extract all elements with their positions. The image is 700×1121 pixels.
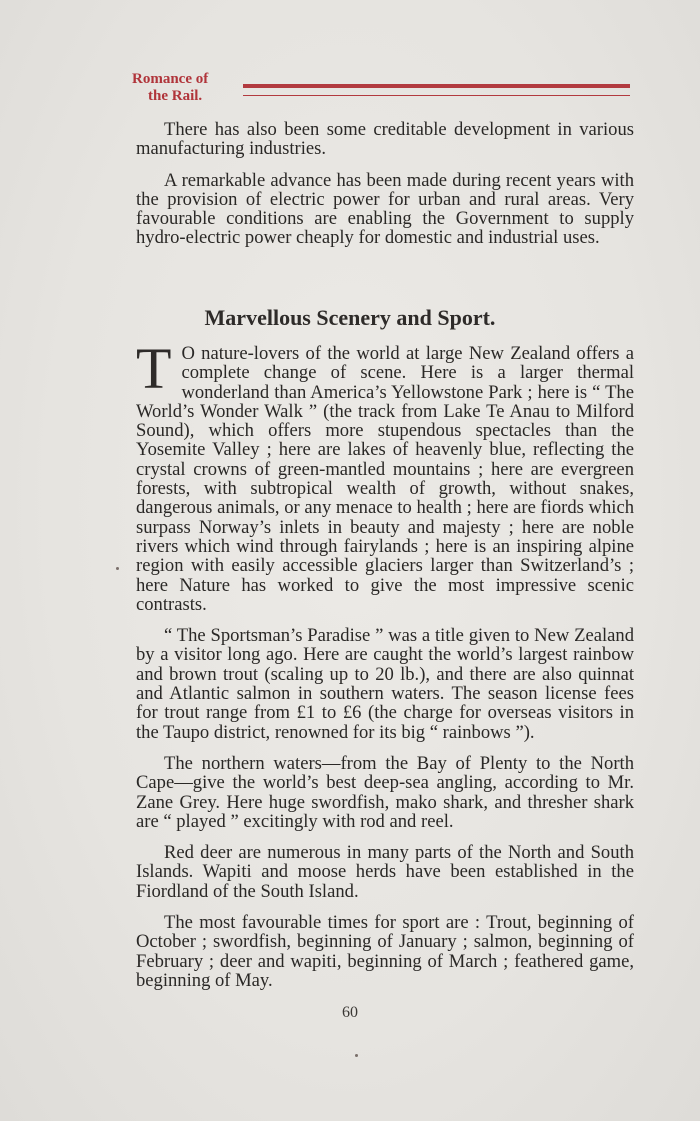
running-head-line1: Romance of [132,71,209,87]
section-paragraph-1-text: O nature-lovers of the world at large New Zealand offers a complete change of scene. Here is a larger thermal wonderland than America’s Yellowstone Park ; here is “ The World’s Wonder Walk ” (the track from Lake Te Anau to Milford Sound), which offers more stupendous spectacles than the Yosemite Valley ; here are lakes of heavenly blue, reflecting the crystal crowns of green-mantled mountains ; here are evergreen forests, with subtropical wealth of growth, without snakes, dangerous animals, or any menace to health ; here are fiords which surpass Norway’s inlets in beauty and majesty ; here are noble rivers which wind through fairylands ; here is an inspiring alpine region with easily accessible glaciers larger than Switzerland’s ; here Nature has worked to give the most impressive scenic contrasts. [136,343,634,615]
section-body [136,336,634,1002]
paper-speck [355,1054,358,1057]
running-head-line2: the Rail. [148,88,203,104]
page-number: 60 [342,1004,358,1021]
drop-cap: T [136,336,172,401]
header-rule-thick [243,84,630,88]
section-heading: Marvellous Scenery and Sport. [204,305,496,330]
running-head [132,71,208,105]
section-paragraph-1 [136,336,634,615]
section-paragraph-4: Red deer are numerous in many parts of the North and South Islands. Wapiti and moose herds have been established in the Fiordland of the South Island. [136,842,634,902]
paper-speck [116,567,119,570]
section-paragraph-3: The northern waters—from the Bay of Plenty to the North Cape—give the world’s best deep-sea angling, according to Mr. Zane Grey. Here huge swordfish, mako shark, and thresher shark are “ played ” excitingly with rod and reel. [136,752,634,832]
section-paragraph-2: “ The Sportsman’s Paradise ” was a title given to New Zealand by a visitor long ago. Here are caught the world’s largest rainbow and brown trout (scaling up to 20 lb.), and there are also quinnat and Atlantic salmon in southern waters. The season license fees for trout range from £1 to £6 (the charge for overseas visitors in the Taupo district, renowned for its big “ rainbows ”). [136,625,634,743]
intro-text [136,120,634,260]
intro-paragraph-1: There has also been some creditable development in various manufacturing industries. [136,119,634,160]
section-paragraph-5: The most favourable times for sport are : Trout, beginning of October ; swordfish, beginning of January ; salmon, beginning of February ; deer and wapiti, beginning of March ; feathered game, beginning of May. [136,912,634,991]
intro-paragraph-2: A remarkable advance has been made during recent years with the provision of electric power for urban and rural areas. Very favourable conditions are enabling the Government to supply hydro-electric power cheaply for domestic and industrial uses. [136,169,634,249]
header-rule-thin [243,95,630,96]
